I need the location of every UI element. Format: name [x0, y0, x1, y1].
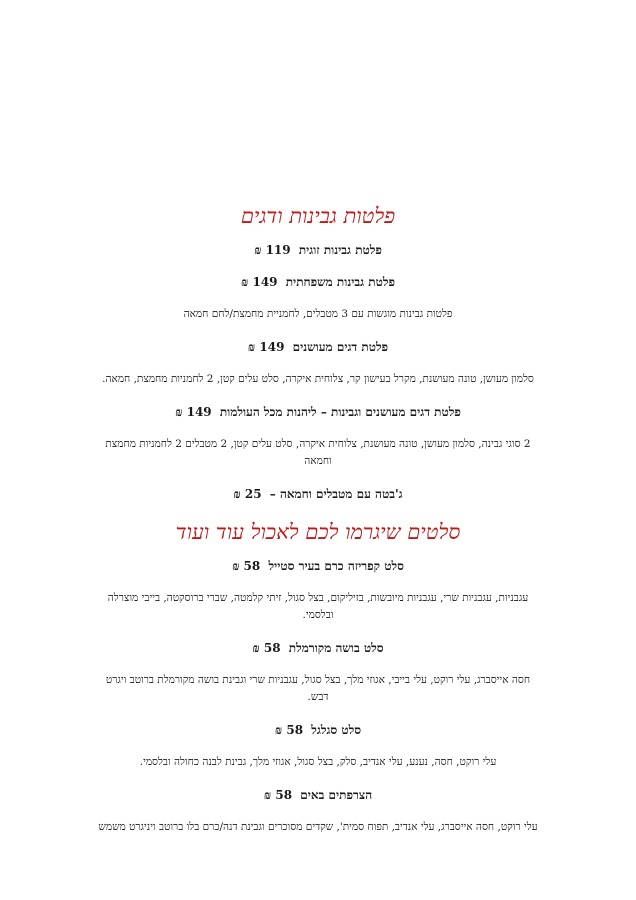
item-description: חסה אייסברג, עלי רוקט, עלי בייבי, אגוזי מלך, בצל סגול, עגבניות שרי וגבינת בושה מקורמלת ברוטב ויגרט דבש. [105, 674, 531, 703]
item-description: עלי רוקט, חסה אייסברג, עלי אנדיב, תפוח סמית', שקדים מסוכרים וגבינת דנה/כרם בלו ברוטב ויניגרט משמש [98, 821, 538, 833]
menu-item-title [96, 558, 540, 574]
item-description: פלטות גבינות מוגשות עם 3 מטבלים, לחמניית מחמצת/לחם חמאה [183, 308, 453, 320]
menu-item-title [96, 339, 540, 355]
item-name: סלט סגלגל [311, 723, 362, 737]
menu-item-title [96, 242, 540, 258]
item-name: פלטת גבינות משפחתית [285, 275, 395, 289]
section-title: פלטות גבינות ודגים [240, 204, 396, 228]
item-description: סלמון מעושן, טונה מעושנת, מקרל בעישון קר, צלוחית איקרה, סלט עלים קטן, 2 לחמניות מחמצת, חמאה. [102, 373, 534, 385]
section-cheese-fish [96, 202, 540, 518]
item-name: הצרפתים באים [300, 788, 373, 802]
item-description: עגבניות, עגבניות שרי, עגבניות מיובשות, בזיליקום, בצל סגול, זיתי קלמטה, שברי ברוסקטה, בייבי מוצרלה ובלסמי. [107, 592, 529, 621]
menu-item-title [96, 486, 540, 502]
item-name: פלטת דגים מעושנים [292, 340, 389, 354]
item-name: פלטת גבינות זוגית [298, 243, 382, 257]
item-price: 58 ₪ [274, 723, 304, 737]
item-description: 2 סוגי גבינה, סלמון מעושן, טונה מעושנת, צלוחית איקרה, סלט עלים קטן, 2 מטבלים 2 לחמניות מחמצת וחמאה [105, 438, 531, 467]
item-name: פלטת דגים מעושנים וגבינות – ליהנות מכל העולמות [219, 405, 461, 419]
item-name: סלט בושה מקורמלת [288, 641, 384, 655]
item-price: 119 ₪ [254, 243, 291, 257]
item-price: 149 ₪ [247, 340, 285, 354]
section-title: סלטים שיגרמו לכם לאכול עוד ועוד [175, 520, 461, 544]
menu-item-title [96, 640, 540, 656]
item-price: 58 ₪ [263, 788, 293, 802]
item-price: 58 ₪ [232, 559, 261, 573]
item-name: סלט קפריזה כרם בעיר סטייל [268, 559, 404, 573]
menu-item-title [96, 722, 540, 738]
item-name: ג'בטה עם מטבלים וחמאה – [269, 487, 403, 501]
item-description: עלי רוקט, חסה, נענע, עלי אנדיב, סלק, בצל סגול, אגוזי מלך, גבינת לבנה כחולה ובלסמי. [139, 756, 497, 768]
menu-item-title [96, 274, 540, 290]
item-price: 149 ₪ [175, 405, 212, 419]
item-price: 58 ₪ [252, 641, 281, 655]
menu-item-title [96, 787, 540, 803]
menu-item-title [96, 404, 540, 420]
section-salads [96, 518, 540, 852]
item-price: 149 ₪ [241, 275, 278, 289]
item-price: 25 ₪ [233, 487, 262, 501]
